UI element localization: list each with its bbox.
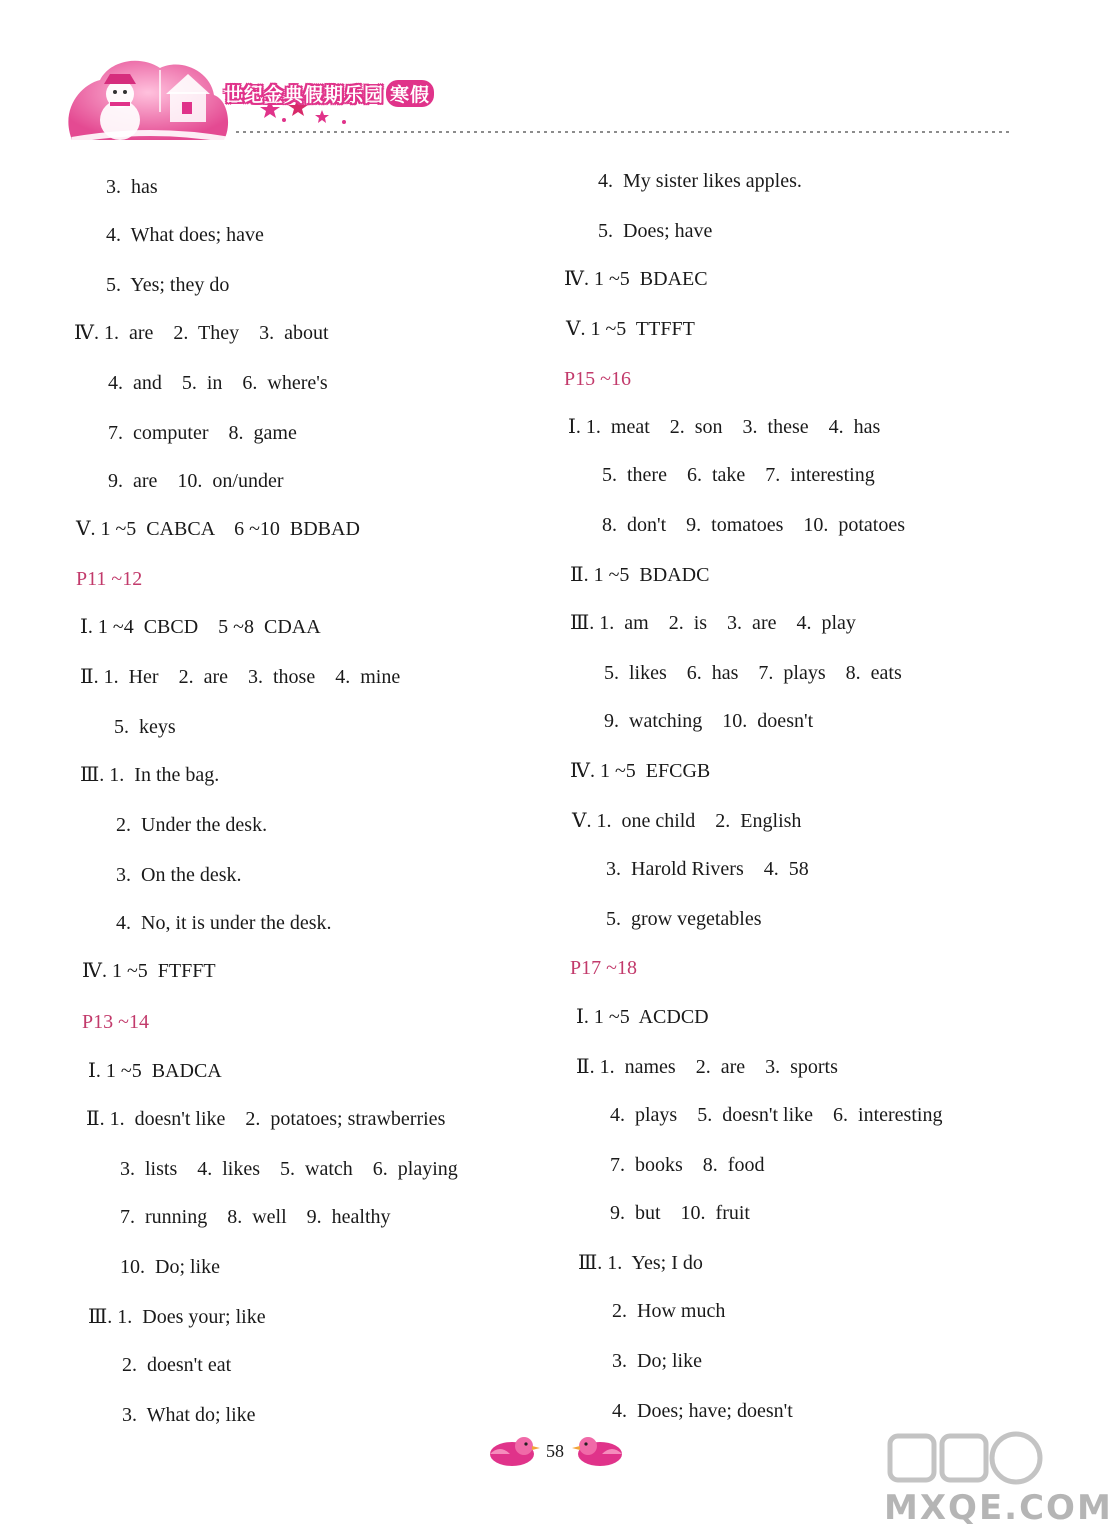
answer-line: Ⅲ. 1. Yes; I do: [578, 1252, 703, 1274]
answer-line: Ⅱ. 1. names 2. are 3. sports: [576, 1056, 838, 1078]
series-title-text: 世纪金典假期乐园: [224, 84, 385, 106]
answer-line: Ⅱ. 1. Her 2. are 3. those 4. mine: [80, 666, 401, 688]
answer-line: 7. running 8. well 9. healthy: [120, 1206, 391, 1228]
answer-line: 3. Do; like: [612, 1350, 702, 1372]
page-header: [0, 0, 1058, 150]
answer-line: 3. lists 4. likes 5. watch 6. playing: [120, 1158, 458, 1180]
answer-line: Ⅱ. 1 ~5 BDADC: [570, 564, 710, 586]
answer-line: Ⅲ. 1. In the bag.: [80, 764, 220, 786]
answer-line: 5. Does; have: [598, 220, 713, 242]
answer-line: 5. grow vegetables: [606, 908, 762, 930]
answer-line: Ⅴ. 1 ~5 CABCA 6 ~10 BDBAD: [76, 518, 360, 540]
answer-line: Ⅰ. 1 ~5 BADCA: [88, 1060, 222, 1082]
answer-line: Ⅰ. 1 ~5 ACDCD: [576, 1006, 709, 1028]
answer-line: 4. My sister likes apples.: [598, 170, 802, 192]
section-heading: P17 ~18: [570, 957, 637, 979]
answer-line: 3. On the desk.: [116, 864, 242, 886]
answer-line: 4. and 5. in 6. where's: [108, 372, 328, 394]
answer-line: Ⅲ. 1. am 2. is 3. are 4. play: [570, 612, 856, 634]
answer-line: 7. books 8. food: [610, 1154, 765, 1176]
answer-line: 4. No, it is under the desk.: [116, 912, 332, 934]
answer-line: Ⅱ. 1. doesn't like 2. potatoes; strawberries: [86, 1108, 446, 1130]
section-heading: P15 ~16: [564, 368, 631, 390]
answer-line: Ⅳ. 1. are 2. They 3. about: [74, 322, 329, 344]
series-title: [224, 80, 434, 107]
watermark-text: MXQE.COM: [884, 1488, 1113, 1528]
answer-line: 5. Yes; they do: [106, 274, 230, 296]
answer-line: Ⅴ. 1 ~5 TTFFT: [566, 318, 695, 340]
answer-line: 8. don't 9. tomatoes 10. potatoes: [602, 514, 906, 536]
answer-line: 7. computer 8. game: [108, 422, 297, 444]
answer-line: 9. are 10. on/under: [108, 470, 284, 492]
answer-line: 5. likes 6. has 7. plays 8. eats: [604, 662, 902, 684]
answer-line: Ⅳ. 1 ~5 BDAEC: [564, 268, 708, 290]
answer-line: 5. keys: [114, 716, 176, 738]
answer-line: Ⅲ. 1. Does your; like: [88, 1306, 266, 1328]
page-number: 58: [546, 1441, 564, 1461]
answer-line: 3. Harold Rivers 4. 58: [606, 858, 809, 880]
answer-line: 2. Under the desk.: [116, 814, 268, 836]
answer-line: 4. plays 5. doesn't like 6. interesting: [610, 1104, 943, 1126]
answer-line: 9. but 10. fruit: [610, 1202, 750, 1224]
answer-line: 2. doesn't eat: [122, 1354, 232, 1376]
answer-line: Ⅳ. 1 ~5 FTFFT: [82, 960, 216, 982]
answer-line: 3. What do; like: [122, 1404, 256, 1426]
snowman-banner-icon: [0, 0, 1058, 150]
section-heading: P11 ~12: [76, 568, 143, 590]
answer-line: 2. How much: [612, 1300, 726, 1322]
answer-line: Ⅴ. 1. one child 2. English: [572, 810, 802, 832]
season-badge: 寒假: [386, 80, 434, 107]
answer-line: 4. Does; have; doesn't: [612, 1400, 793, 1422]
answer-line: 10. Do; like: [120, 1256, 220, 1278]
answer-line: 3. has: [106, 176, 158, 198]
answer-line: 4. What does; have: [106, 224, 264, 246]
answer-line: 9. watching 10. doesn't: [604, 710, 814, 732]
answer-line: Ⅰ. 1. meat 2. son 3. these 4. has: [568, 416, 881, 438]
answer-line: Ⅳ. 1 ~5 EFCGB: [570, 760, 711, 782]
answer-line: 5. there 6. take 7. interesting: [602, 464, 875, 486]
answer-line: Ⅰ. 1 ~4 CBCD 5 ~8 CDAA: [80, 616, 321, 638]
section-heading: P13 ~14: [82, 1011, 149, 1033]
